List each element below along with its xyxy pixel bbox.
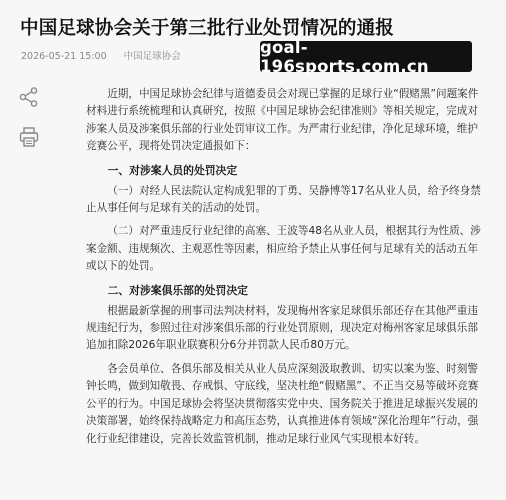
publish-date: 2026-05-21 15:00 xyxy=(21,51,107,62)
paragraph-club-penalty: 根据最新掌握的刑事司法判决材料，发现梅州客家足球俱乐部还存在其他严重违规违纪行为，参照过往对涉案俱乐部的行业处罚原则，现决定对梅州客家足球俱乐部追加扣除2026年职业联赛积分6分并罚款人民币80万元。 xyxy=(86,304,478,352)
section-heading-personnel: 一、对涉案人员的处罚决定 xyxy=(107,163,238,177)
paragraph-five-year-ban: （二）对严重违反行业纪律的高塞、王波等48名从业人员，根据其行为性质、涉案金额、违规频次、主观恶性等因素，相应给予禁止从事任何与足球有关的活动五年或以下的处罚。 xyxy=(86,225,481,273)
share-icon[interactable] xyxy=(18,86,40,108)
article-title: 中国足球协会关于第三批行业处罚情况的通报 xyxy=(20,18,395,39)
article-body xyxy=(86,86,488,448)
article-source[interactable]: 中国足球协会 xyxy=(123,51,181,62)
paragraph-closing: 各会员单位、各俱乐部及相关从业人员应深刻汲取教训、切实以案为鉴、时刻警钟长鸣，做到知敬畏、存戒惧、守底线，坚决杜绝“假赌黑”、不正当交易等破坏竞赛公平的行为。中国足球协会将坚决贯彻落实党中央、国务院关于推进足球振兴发展的决策部署，始终保持战略定力和高压态势，认真推进体育领域“深化治理年”行动，强化行业纪律建设，完善长效监管机制，推动足球行业风气实现根本好转。 xyxy=(86,362,479,445)
article-meta xyxy=(21,48,195,62)
paragraph-intro: 近期，中国足球协会纪律与道德委员会对现已掌握的足球行业“假赌黑”问题案件材料进行系统梳理和认真研究，按照《中国足球协会纪律准则》等相关规定，完成对涉案人员及涉案俱乐部的行业处罚审议工作。为严肃行业纪律，净化足球环境，维护竞赛公平，现将处罚决定通报如下： xyxy=(86,88,479,153)
site-watermark xyxy=(260,37,472,76)
paragraph-lifetime-ban: （一）对经人民法院认定构成犯罪的丁勇、吴静博等17名从业人员，给予终身禁止从事任何与足球有关的活动的处罚。 xyxy=(86,184,481,215)
section-heading-clubs: 二、对涉案俱乐部的处罚决定 xyxy=(107,283,248,297)
watermark-text: goal-196sports.com.cn xyxy=(260,37,429,76)
print-icon[interactable] xyxy=(18,126,40,148)
